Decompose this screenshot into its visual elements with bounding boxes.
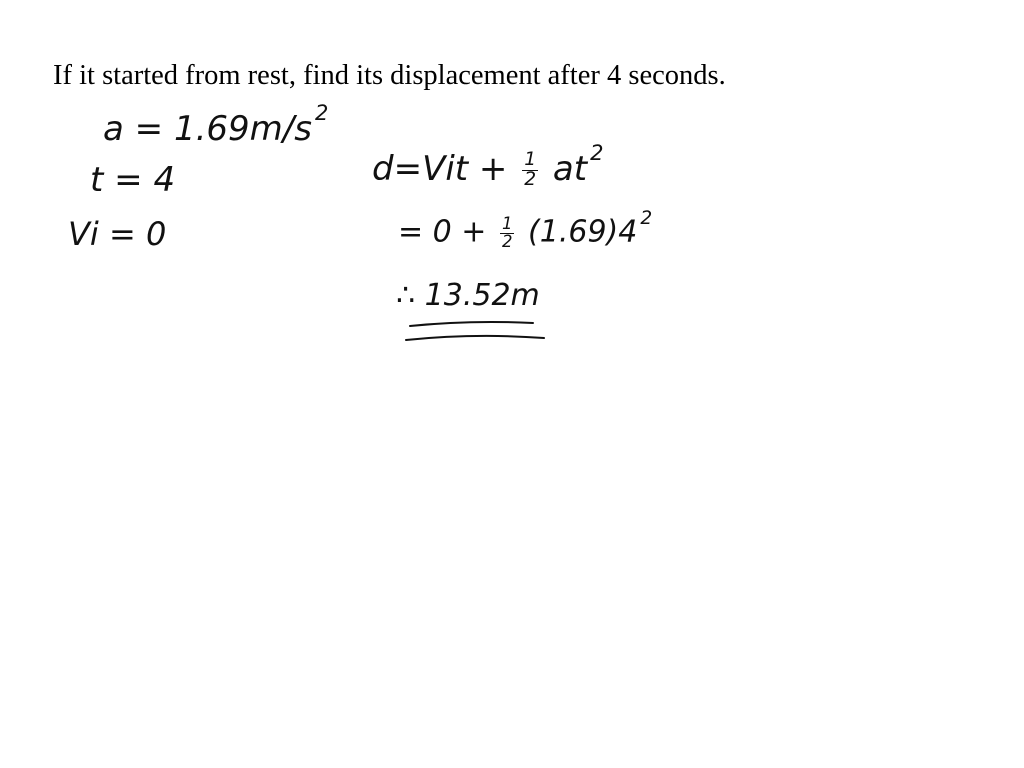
given-initial-velocity-value: 0 [145, 215, 167, 253]
formula-rest: at [552, 149, 588, 190]
given-acceleration-symbol: a [103, 109, 124, 150]
substitution-fraction-numerator: 1 [501, 214, 513, 234]
substitution-lhs: = 0 + [398, 214, 487, 250]
given-time-value: 4 [153, 160, 176, 200]
problem-statement: If it started from rest, find its displacement after 4 seconds. [53, 60, 726, 91]
therefore-symbol: ∴ [396, 278, 416, 313]
formula-lhs: d=Vit + [372, 149, 508, 190]
given-initial-velocity-equals: = [108, 215, 136, 253]
substitution-exponent: 2 [640, 208, 653, 229]
formula-fraction-denominator: 2 [524, 169, 537, 191]
formula-exponent: 2 [590, 140, 604, 165]
given-acceleration-value: 1.69m/s [173, 109, 312, 150]
given-acceleration-equals: = [134, 109, 164, 150]
given-time-symbol: t [90, 160, 104, 200]
formula-fraction-numerator: 1 [524, 149, 537, 171]
substitution-rest: (1.69)4 [528, 214, 638, 250]
result-value: 13.52m [424, 278, 540, 313]
given-initial-velocity-symbol: Vi [68, 215, 99, 253]
given-acceleration-exponent: 2 [314, 100, 329, 125]
substitution-fraction-denominator: 2 [501, 231, 513, 251]
given-time-equals: = [114, 160, 143, 200]
